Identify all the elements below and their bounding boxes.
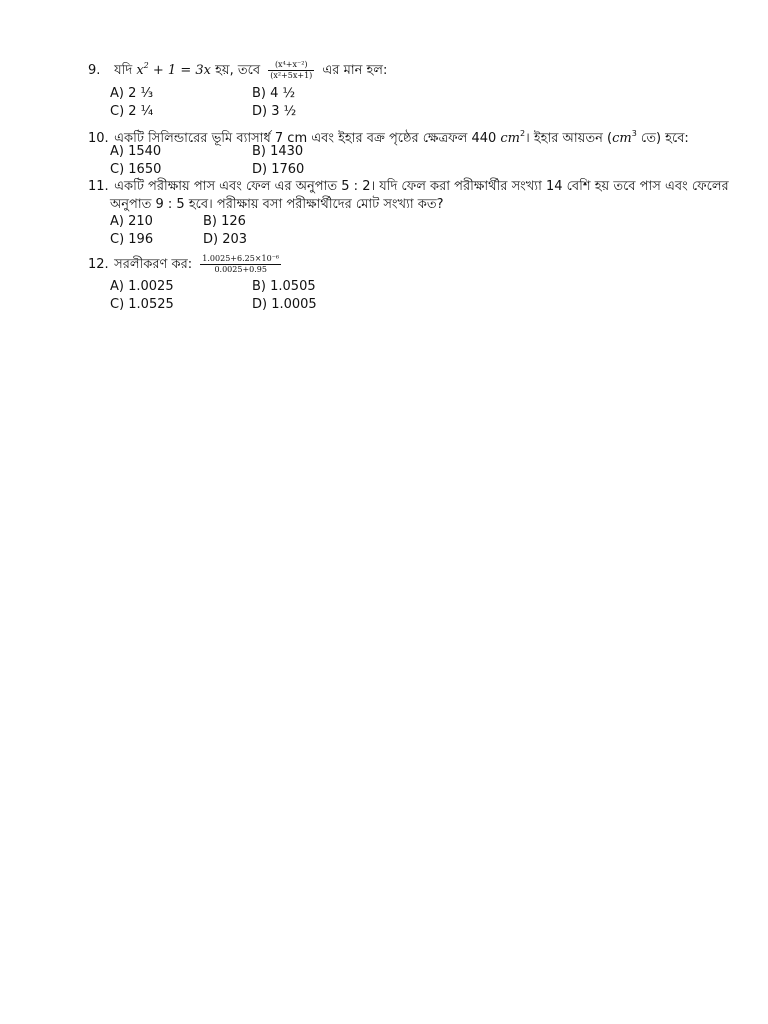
math-exponent: 2 xyxy=(143,61,149,70)
question-11 xyxy=(88,178,728,196)
unit-text: cm xyxy=(612,131,632,146)
fraction-denominator: (x²+5x+1) xyxy=(270,71,313,80)
unit-exponent: 2 xyxy=(520,129,526,138)
question-stem-prefix: যদি xyxy=(114,63,133,78)
option-c: C) 2 ¼ xyxy=(110,104,154,119)
fraction-numerator: 1.0025+6.25×10⁻⁶ xyxy=(202,254,280,263)
option-a: A) 2 ⅓ xyxy=(110,86,154,101)
question-number: 10. xyxy=(88,131,109,146)
question-12 xyxy=(88,254,728,275)
option-b: B) 4 ½ xyxy=(252,86,296,101)
question-stem: একটি সিলিন্ডারের ভূমি ব্যাসার্ধ 7 cm এবং ইহার বক্র পৃষ্ঠের ক্ষেত্রফল 440 xyxy=(114,131,501,146)
question-stem: । ইহার আয়তন ( xyxy=(525,131,613,146)
option-d: D) 1.0005 xyxy=(252,297,317,312)
option-c: C) 1650 xyxy=(110,162,162,177)
option-a: A) 1.0025 xyxy=(110,279,174,294)
option-a: A) 1540 xyxy=(110,144,162,159)
question-stem-mid: হয়, তবে xyxy=(210,63,261,78)
question-9 xyxy=(88,57,728,81)
option-d: D) 3 ½ xyxy=(252,104,297,119)
math-fraction xyxy=(268,60,314,81)
option-a: A) 210 xyxy=(110,214,153,229)
option-c: C) 196 xyxy=(110,232,154,247)
question-stem-line-2: অনুপাত 9 : 5 হবে। পরীক্ষায় বসা পরীক্ষার্থীদের মোট সংখ্যা কত? xyxy=(110,197,444,212)
unit-exponent: 3 xyxy=(631,129,637,138)
question-stem: সরলীকরণ কর: xyxy=(114,257,193,272)
question-stem-line-1: একটি পরীক্ষায় পাস এবং ফেল এর অনুপাত 5 : 2। যদি ফেল করা পরীক্ষার্থীর সংখ্যা 14 বেশি হয় তবে পাস এবং ফেলের xyxy=(114,179,729,194)
question-10 xyxy=(88,125,728,148)
option-c: C) 1.0525 xyxy=(110,297,174,312)
question-11-continued xyxy=(110,196,750,214)
option-b: B) 1.0505 xyxy=(252,279,316,294)
math-variable: x xyxy=(136,63,144,78)
question-number: 11. xyxy=(88,179,109,194)
option-d: D) 1760 xyxy=(252,162,305,177)
option-b: B) 126 xyxy=(203,214,246,229)
fraction-numerator: (x⁴+x⁻²) xyxy=(268,60,314,71)
unit-text: cm xyxy=(500,131,521,146)
question-number: 9. xyxy=(88,63,101,78)
math-fraction xyxy=(200,254,281,275)
question-stem-suffix: এর মান হল: xyxy=(322,63,388,78)
option-d: D) 203 xyxy=(203,232,248,247)
math-expression: + 1 = 3x xyxy=(148,63,211,78)
question-stem: তে) হবে: xyxy=(636,131,689,146)
fraction-denominator: 0.0025+0.95 xyxy=(214,265,267,274)
option-b: B) 1430 xyxy=(252,144,304,159)
question-number: 12. xyxy=(88,257,109,272)
